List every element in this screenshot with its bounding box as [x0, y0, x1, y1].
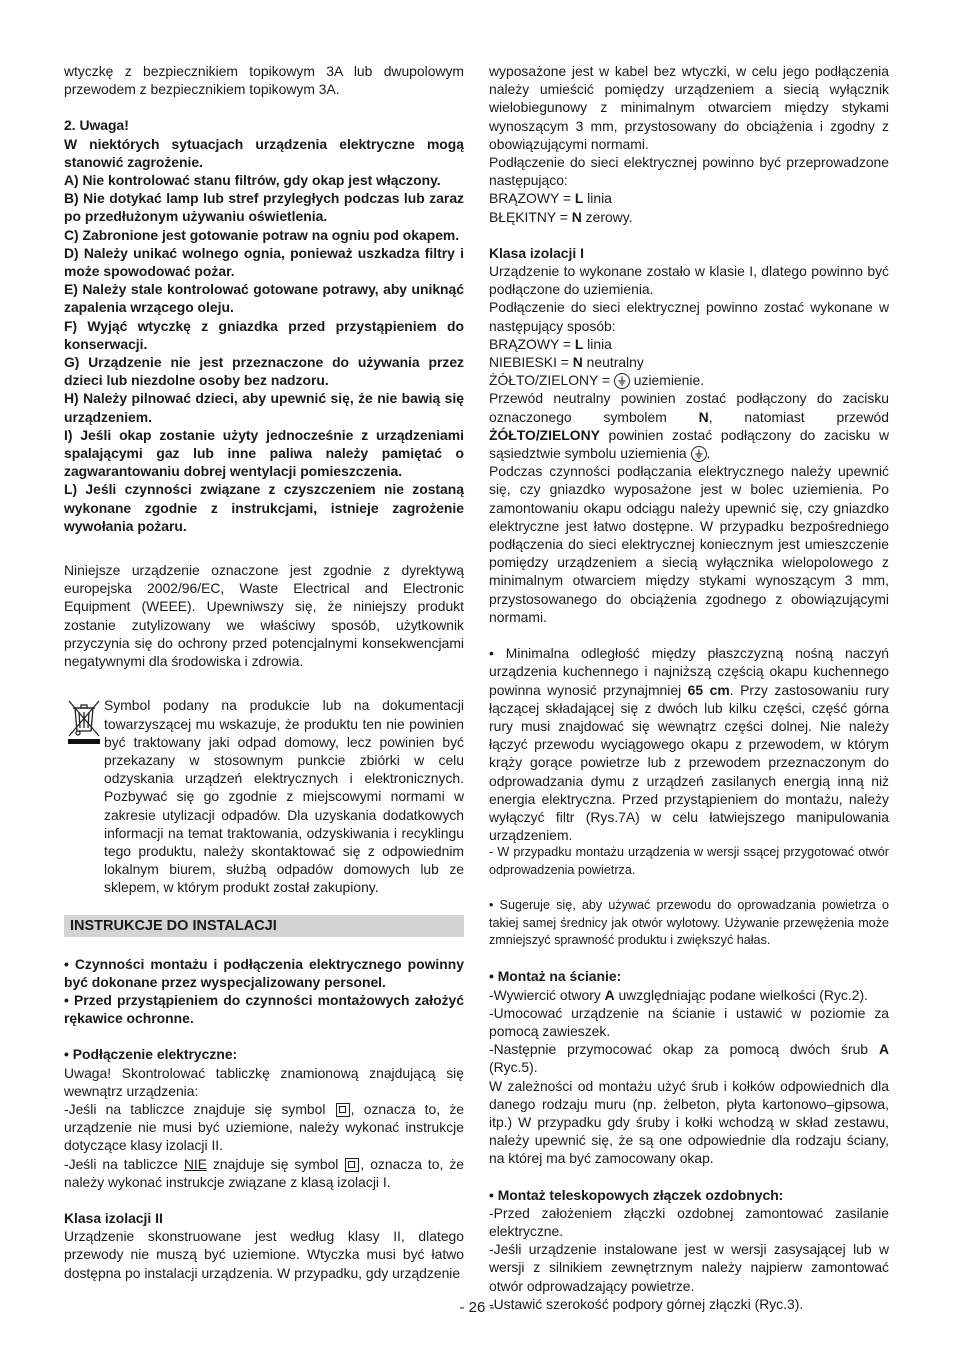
wall-paragraph: W zależności od montażu użyć śrub i kołków odpowiednich dla danego rodzaju muru (np. żelbeton, płyta kartonowo–gipsowa, itp.) W przypadku gdy śruby i kołki wchodzą w skład zestawu, należy upewnić się, że są one odpowiednie dla rodzaju ściany, na której ma być zamocowany okap.: [489, 1077, 889, 1167]
section-heading: INSTRUKCJE DO INSTALACJI: [64, 915, 464, 937]
ground-symbol-icon: [614, 373, 630, 389]
double-square-icon: [336, 1103, 350, 1117]
electrical-intro: Uwaga! Skontrolować tabliczkę znamionową znajdującą się wewnątrz urządzenia:: [64, 1064, 464, 1099]
paragraph: wtyczkę z bezpiecznikiem topikowym 3A lub dwupolowym przewodem z bezpiecznikiem topikowym 3A.: [64, 63, 464, 98]
left-column: [64, 62, 464, 1282]
electrical-case-a: -Jeśli na tabliczce znajduje się symbol , oznacza to, że urządzenie nie musi być uziemione, należy wykonać instrukcje dotyczące klasy izolacji II.: [64, 1100, 464, 1154]
warning-item-h: H) Należy pilnować dzieci, aby upewnić się, że nie bawią się urządzeniem.: [64, 390, 464, 425]
telescopic-step-3: -Ustawić szerokość podpory górnej złączki (Ryc.3).: [489, 1295, 804, 1312]
warning-item-d: D) Należy unikać wolnego ognia, ponieważ uszkadza filtry i może spowodować pożar.: [64, 244, 464, 280]
weee-paragraph: Niniejsze urządzenie oznaczone jest zgodnie z dyrektywą europejska 2002/96/EC, Waste Electrical and Electronic Equipment (WEEE). Upewniwszy się, że niniejszy produkt zostanie zutylizowany we właściwy sposób, użytkownik przyczynia się do ochrony przed potencjalnymi konsekwencjami negatywnymi dla środowiska i zdrowia.: [64, 562, 464, 670]
warning-item-l: L) Jeśli czynności związane z czyszczeniem nie zostaną wykonane zgodnie z instrukcjami, istnieje zagrożenie wywołania pożaru.: [64, 481, 464, 534]
class2-text: Urządzenie skonstruowane jest według klasy II, dlatego przewody nie muszą być uziemione. Wtyczka musi być łatwo dostępna po instalacji urządzenia. W przypadku, gdy urządzenie: [64, 1228, 464, 1281]
neutral-paragraph: Przewód neutralny powinien zostać podłączony do zacisku oznaczonego symbolem N, natomiast przewód ŻÓŁTO/ZIELONY powinien zostać podłączony do zacisku w sąsiedztwie symbolu uziemienia .: [489, 390, 889, 462]
warning-item-g: G) Urządzenie nie jest przeznaczone do używania przez dzieci lub niezdolne osoby bez nadzoru.: [64, 354, 464, 389]
distance-paragraph: • Minimalna odległość między płaszczyzną nośną naczyń urządzenia kuchennego i najniższą częścią okapu kuchennego powinna wynosić przynajmniej 65 cm. Przy zastosowaniu rury łączącej składającej się z dwóch lub kilku części, część górna rury musi znajdować się wewnątrz części dolnej. Nie należy łączyć przewodu wyciągowego okapu z przewodem, w którym krąży gorące powietrze lub z przewodem przeznaczonym do odprowadzania dymu z urządzeń zasilanych energią inną niż energia elektryczna. Przed przystąpieniem do montażu, należy wyłączyć filtr (Rys.7A) w celu łatwiejszego manipulowania urządzeniem.: [489, 645, 889, 844]
wire-yellow-green: ŻÓŁTO/ZIELONY = uziemienie.: [489, 372, 705, 389]
warning-item-f: F) Wyjąć wtyczkę z gniazdka przed przystąpieniem do konserwacji.: [64, 317, 464, 352]
paragraph: Podłączenie do sieci elektrycznej powinno zostać wykonane w następujący sposób:: [489, 299, 889, 334]
wire-blue: NIEBIESKI = N neutralny: [489, 354, 644, 371]
install-bullet: • Przed przystąpieniem do czynności montażowych założyć rękawice ochronne.: [64, 991, 464, 1027]
install-bullet: • Czynności montażu i podłączenia elektrycznego powinny być dokonane przez wyspecjalizowany personel.: [64, 955, 464, 990]
warning-item-e: E) Należy stale kontrolować gotowane potrawy, aby uniknąć zapalenia wrzącego oleju.: [64, 281, 464, 316]
distance-note: - W przypadku montażu urządzenia w wersji ssącej przygotować otwór odprowadzenia powietrza.: [489, 845, 889, 877]
class1-title: Klasa izolacji I: [489, 244, 584, 261]
class2-title: Klasa izolacji II: [64, 1209, 163, 1226]
wire-brown: BRĄZOWY = L linia: [489, 190, 612, 207]
electrical-case-b: -Jeśli na tabliczce NIE znajduje się symbol , oznacza to, że należy wykonać instrukcje związane z klasą izolacji I.: [64, 1155, 464, 1190]
paragraph: Podłączenie do sieci elektrycznej powinno być przeprowadzone następująco:: [489, 154, 889, 189]
ground-symbol-icon: [691, 446, 707, 462]
wire-brown: BRĄZOWY = L linia: [489, 335, 612, 352]
double-square-icon: [345, 1158, 359, 1172]
weee-symbol-paragraph: Symbol podany na produkcie lub na dokumentacji towarzyszącej mu wskazuje, że produktu ten nie powinien być traktowany jaki odpad domowy, lecz powinien być przekazany w stosownym punkcie zbiórki w celu odzyskania urządzeń elektrycznych i elektronicznych. Pozbywać się go zgodnie z miejscowymi normami w zakresie utylizacji odpadów. Dla uzyskania dodatkowych informacji na temat traktowania, odzyskiwania i recyklingu tego produktu, należy skontaktować się z odpowiednim lokalnym biurem, służbą odpadów domowych lub ze sklepem, w którym produkt został zakupiony.: [104, 697, 464, 896]
warning-item-a: A) Nie kontrolować stanu filtrów, gdy okap jest włączony.: [64, 172, 441, 189]
right-column: [489, 62, 889, 1313]
telescopic-step-2: -Jeśli urządzenie instalowane jest w wersji zasysającej lub w wersji z silnikiem zewnętrznym należy najpierw zamontować otwór odprowadzający powietrze.: [489, 1241, 889, 1294]
paragraph: wyposażone jest w kabel bez wtyczki, w celu jego podłączenia należy umieścić pomiędzy urządzeniem a siecią wyłącznik wielobiegunowy z minimalnym otwarciem między stykami wynoszącym 3 mm, przystosowany do obciążenia i zgodny z obowiązującymi normami.: [489, 63, 889, 152]
weee-block: [64, 696, 464, 896]
wall-step-2: -Umocować urządzenie na ścianie i ustawić w poziomie za pomocą zawieszek.: [489, 1004, 889, 1039]
telescopic-title: • Montaż teleskopowych złączek ozdobnych:: [489, 1186, 784, 1203]
wall-step-1: -Wywiercić otwory A uwzględniając podane wielkości (Ryc.2).: [489, 986, 868, 1003]
electrical-title: • Podłączenie elektryczne:: [64, 1046, 238, 1063]
telescopic-step-1: -Przed założeniem złączki ozdobnej zamontować zasilanie elektryczne.: [489, 1204, 889, 1239]
warning-item-c: C) Zabronione jest gotowanie potraw na ogniu pod okapem.: [64, 226, 460, 243]
wall-step-3: -Następnie przymocować okap za pomocą dwóch śrub A (Ryc.5).: [489, 1041, 889, 1076]
wire-blue: BŁĘKITNY = N zerowy.: [489, 208, 633, 225]
warning-intro: W niektórych sytuacjach urządzenia elektryczne mogą stanowić zagrożenie.: [64, 135, 464, 170]
paragraph: Urządzenie to wykonane zostało w klasie I, dlatego powinno być podłączone do uziemienia.: [489, 263, 889, 298]
crossed-bin-icon: [66, 698, 102, 744]
page-number: - 26 -: [459, 1299, 495, 1316]
warning-title: 2. Uwaga!: [64, 117, 129, 134]
wall-mount-title: • Montaż na ścianie:: [489, 968, 622, 985]
warning-item-i: I) Jeśli okap zostanie użyty jednocześnie z urządzeniami spalającymi gaz lub inne paliwa należy pamiętać o zagwarantowaniu dobrej wentylacji pomieszczenia.: [64, 426, 464, 480]
warning-item-b: B) Nie dotykać lamp lub stref przyległych podczas lub zaraz po przedłużonym używaniu oświetlenia.: [64, 190, 464, 225]
suggestion-paragraph: • Sugeruje się, aby używać przewodu do oprowadzania powietrza o takiej samej średnicy jak otwór wylotowy. Używanie przewężenia może zmniejszyć sprawność produktu i zwiększyć hałas.: [489, 898, 889, 947]
socket-paragraph: Podczas czynności podłączania elektrycznego należy upewnić się, czy gniazdko wyposażone jest w bolec uziemienia. Po zamontowaniu okapu odciągu należy upewnić się, czy gniazdko elektryczne jest łatwo dostępne. W przypadku bezpośredniego podłączenia do sieci elektrycznej koniecznym jest umieszczenie pomiędzy urządzeniem a siecią wyłącznika wielopolowego z minimalnym otwarciem między stykami wynoszącym 3 mm, przystosowanego do obciążenia zgodnego z obowiązującymi normami.: [489, 463, 889, 625]
